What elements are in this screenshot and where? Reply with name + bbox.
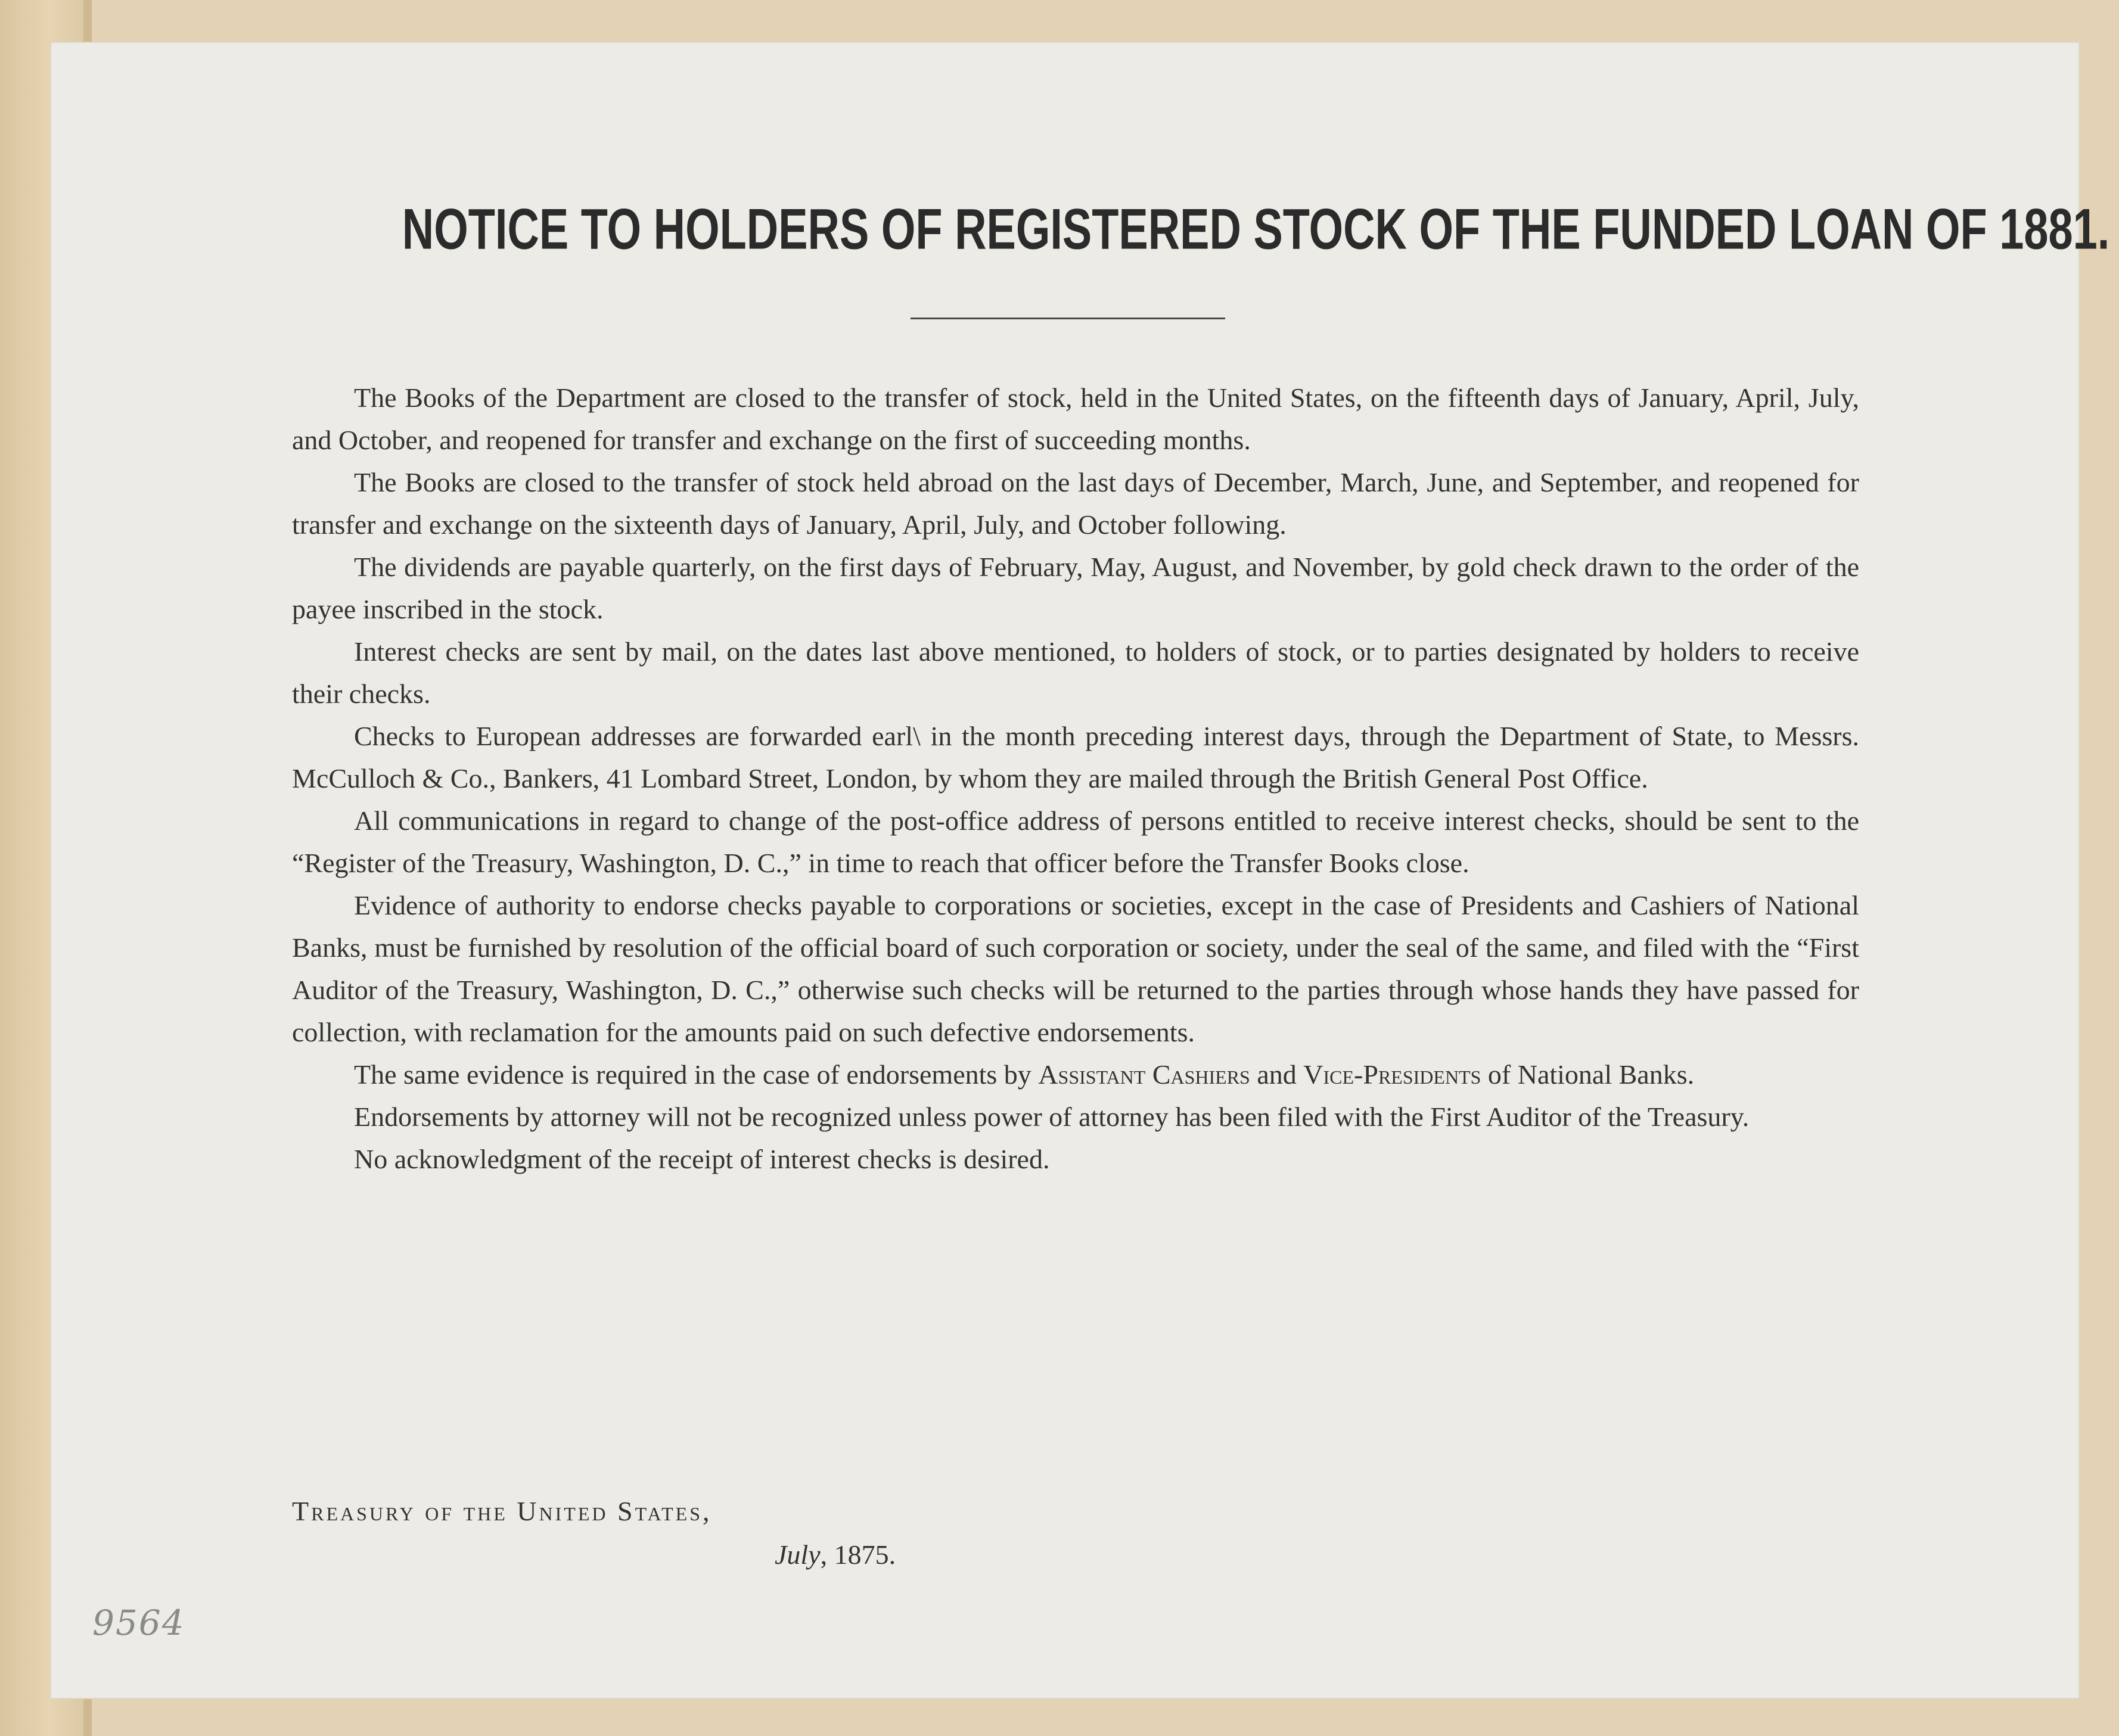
- paragraph-address-change: All communications in regard to change of the post-office address of persons entitled to receive interest checks, should be sent to the “Register of the Treasury, Washington, D. C.,” in time to reach that officer before the Transfer Books close.: [292, 805, 1859, 878]
- pencil-catalog-number: 9564: [92, 1603, 185, 1643]
- paragraph-no-acknowledgment: No acknowledgment of the receipt of interest checks is desired.: [354, 1144, 1050, 1174]
- paragraph-assistant-cashiers: The same evidence is required in the case of endorsements by Assistant Cashiers and Vice-Presidents of National Banks.: [354, 1059, 1695, 1090]
- paragraph-interest-checks: Interest checks are sent by mail, on the dates last above mentioned, to holders of stock, or to parties designated by holders to receive their checks.: [292, 636, 1859, 709]
- paragraph-transfer-books-domestic: The Books of the Department are closed to the transfer of stock, held in the United States, on the fifteenth days of January, April, July, and October, and reopened for transfer and exchange on the first of succeeding months.: [292, 382, 1859, 455]
- paragraph-endorsement-authority: Evidence of authority to endorse checks payable to corporations or societies, except in the case of Presidents and Cashiers of National Banks, must be furnished by resolution of the official board of such corporation or society, under the seal of the same, and filed with the “First Auditor of the Treasury, Washington, D. C.,” otherwise such checks will be returned to the parties through whose hands they have passed for collection, with reclamation for the amounts paid on such defective endorsements.: [292, 890, 1859, 1047]
- signature-issuer: Treasury of the United States,: [292, 1496, 712, 1526]
- signature-date: July, 1875.: [775, 1539, 896, 1570]
- notice-body: [292, 377, 1859, 1180]
- title-divider: [911, 318, 1225, 319]
- paragraph-european-addresses: Checks to European addresses are forwarded earl\ in the month preceding interest days, through the Department of State, to Messrs. McCulloch & Co., Bankers, 41 Lombard Street, London, by whom they are mailed through the British General Post Office.: [292, 721, 1859, 794]
- paragraph-attorney: Endorsements by attorney will not be recognized unless power of attorney has been filed with the First Auditor of the Treasury.: [354, 1102, 1750, 1132]
- notice-title: NOTICE TO HOLDERS OF REGISTERED STOCK OF THE FUNDED LOAN OF 1881.: [402, 197, 2110, 262]
- paragraph-transfer-books-abroad: The Books are closed to the transfer of stock held abroad on the last days of December, March, June, and September, and reopened for transfer and exchange on the sixteenth days of January, April, July, and October following.: [292, 467, 1859, 540]
- paragraph-dividends: The dividends are payable quarterly, on the first days of February, May, August, and November, by gold check drawn to the order of the payee inscribed in the stock.: [292, 552, 1859, 624]
